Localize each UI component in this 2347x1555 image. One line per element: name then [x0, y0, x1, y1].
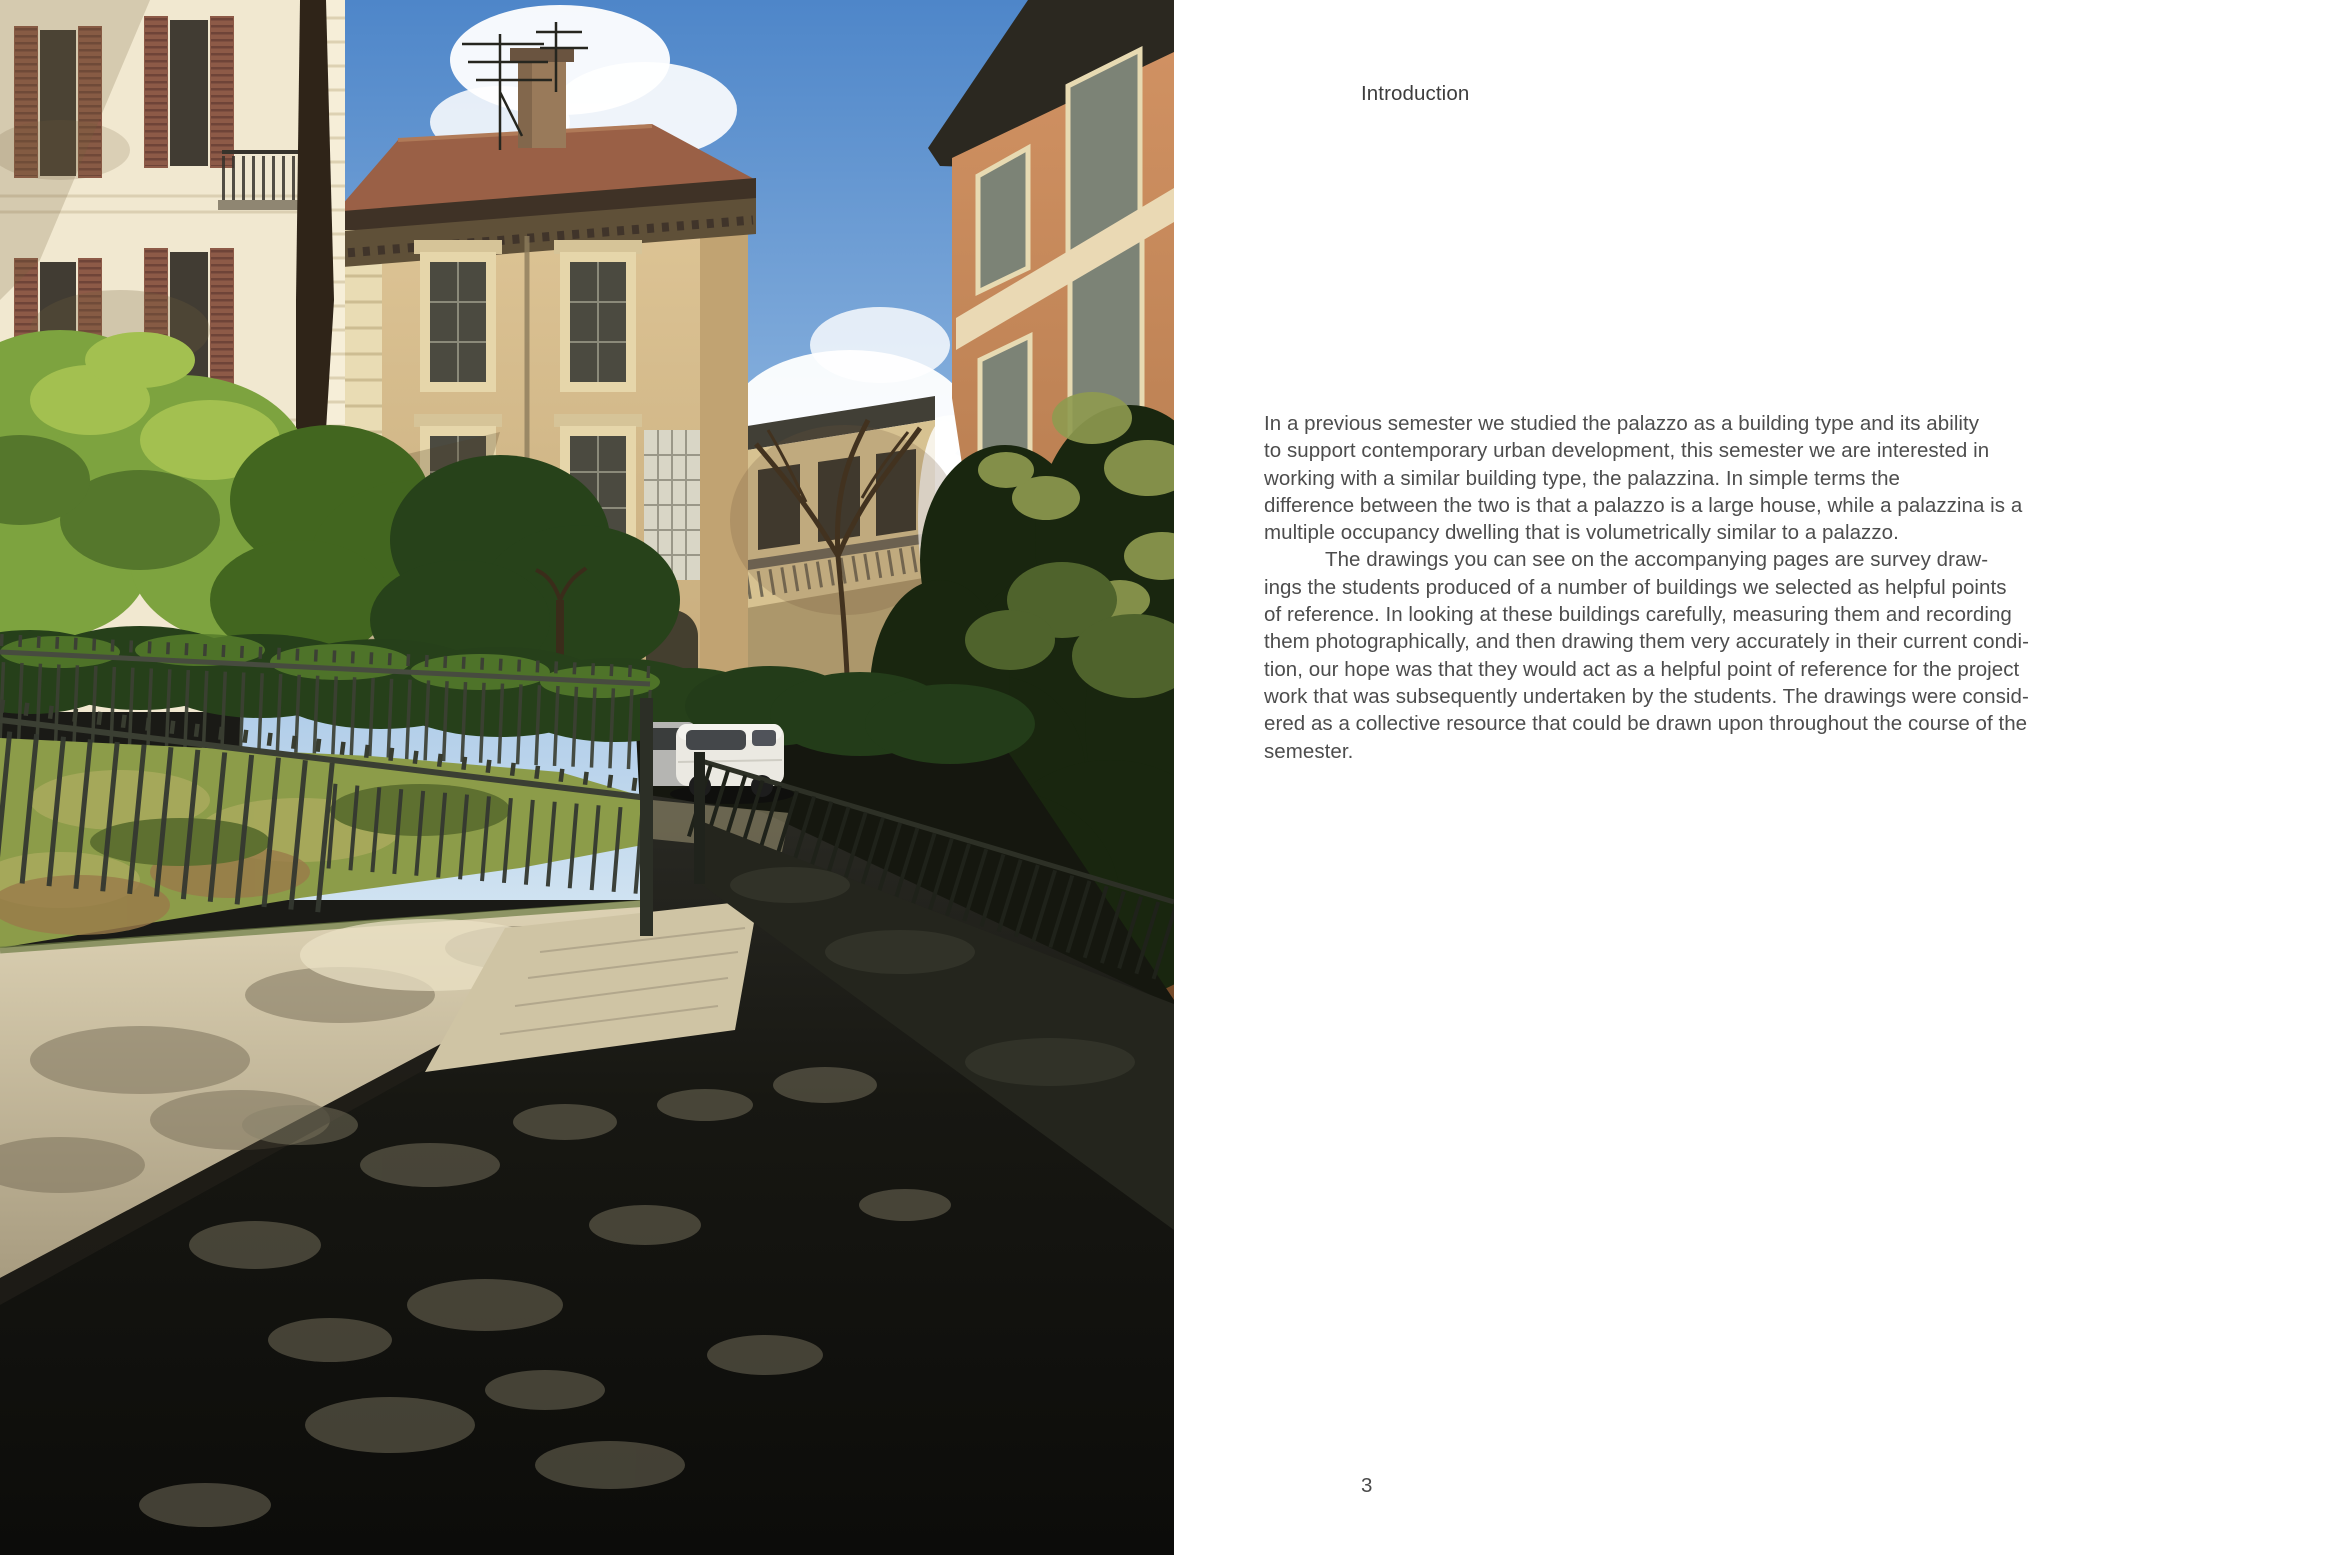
body-line: tion, our hope was that they would act as a helpful point of reference for the project — [1264, 657, 2020, 681]
section-heading: Introduction — [1361, 82, 1470, 105]
body-line: work that was subsequently undertaken by the students. The drawings were consid- — [1264, 684, 2029, 708]
body-line: ings the students produced of a number of buildings we selected as helpful points — [1264, 575, 2007, 599]
body-line: difference between the two is that a palazzo is a large house, while a palazzina is a — [1264, 493, 2023, 517]
body-line: The drawings you can see on the accompanying pages are survey draw- — [1325, 548, 1989, 572]
body-line: to support contemporary urban development, this semester we are interested in — [1264, 439, 1990, 463]
body-line: In a previous semester we studied the palazzo as a building type and its ability — [1264, 412, 1980, 435]
body-line: semester. — [1264, 739, 1354, 763]
page-number: 3 — [1361, 1474, 1373, 1497]
body-text — [1264, 410, 2029, 765]
body-line: working with a similar building type, the palazzina. In simple terms the — [1264, 466, 1900, 490]
body-line: them photographically, and then drawing them very accurately in their current condi- — [1264, 630, 2029, 654]
white-car — [670, 724, 794, 804]
body-line: multiple occupancy dwelling that is volumetrically similar to a palazzo. — [1264, 521, 1899, 545]
body-line: ered as a collective resource that could be drawn upon throughout the course of the — [1264, 712, 2028, 736]
body-line: of reference. In looking at these buildings carefully, measuring them and recording — [1264, 603, 2012, 627]
text-page — [1174, 0, 2347, 1555]
